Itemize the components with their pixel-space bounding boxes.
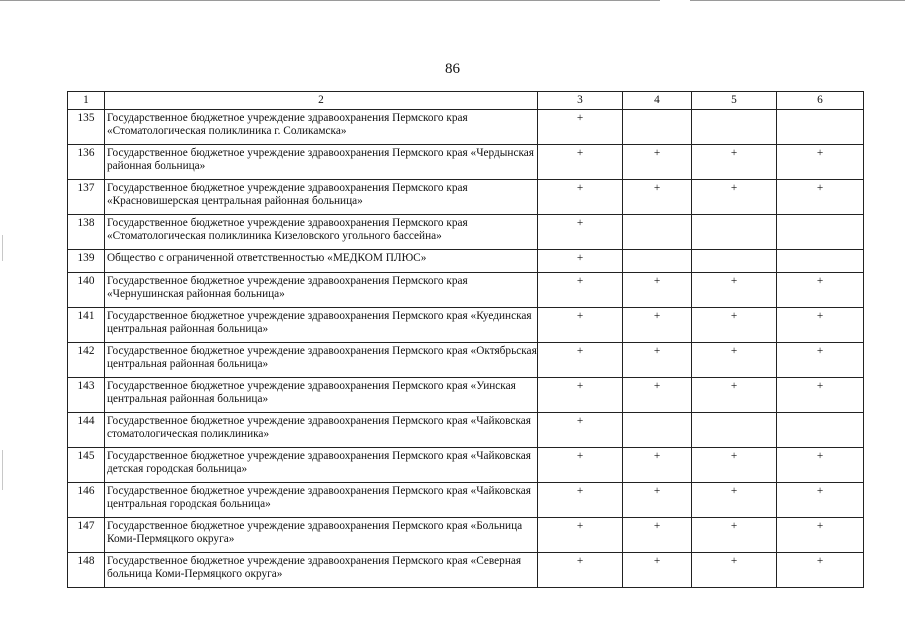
organization-name: Государственное бюджетное учреждение здравоохранения Пермского края «Чердынская районная больница» <box>105 145 538 180</box>
cell-mark-col5: + <box>692 145 777 180</box>
table-row <box>68 110 864 145</box>
table-row <box>68 413 864 448</box>
cell-mark-col4: + <box>623 180 692 215</box>
cell-mark-col6 <box>777 110 864 145</box>
cell-mark-col3: + <box>538 180 623 215</box>
cell-mark-col6: + <box>777 145 864 180</box>
row-number: 137 <box>68 180 105 215</box>
scan-top-rule-left <box>0 0 660 1</box>
page-number: 86 <box>445 61 460 77</box>
organization-name: Государственное бюджетное учреждение здравоохранения Пермского края «Чайковская детская городская больница» <box>105 448 538 483</box>
row-number: 147 <box>68 518 105 553</box>
row-number: 142 <box>68 343 105 378</box>
row-number: 136 <box>68 145 105 180</box>
cell-mark-col3: + <box>538 273 623 308</box>
table-row <box>68 145 864 180</box>
cell-mark-col6: + <box>777 378 864 413</box>
row-number: 148 <box>68 553 105 588</box>
cell-mark-col5: + <box>692 553 777 588</box>
organization-name: Государственное бюджетное учреждение здравоохранения Пермского края «Октябрьская центральная районная больница» <box>105 343 538 378</box>
cell-mark-col3: + <box>538 250 623 273</box>
column-header: 5 <box>692 92 777 110</box>
cell-mark-col4: + <box>623 308 692 343</box>
row-number: 144 <box>68 413 105 448</box>
cell-mark-col6 <box>777 215 864 250</box>
cell-mark-col6: + <box>777 343 864 378</box>
cell-mark-col6: + <box>777 273 864 308</box>
organization-name: Государственное бюджетное учреждение здравоохранения Пермского края «Северная больница Коми-Пермяцкого округа» <box>105 553 538 588</box>
table-row <box>68 308 864 343</box>
table-row <box>68 180 864 215</box>
row-number: 139 <box>68 250 105 273</box>
row-number: 138 <box>68 215 105 250</box>
cell-mark-col5: + <box>692 483 777 518</box>
organization-name: Государственное бюджетное учреждение здравоохранения Пермского края «Куединская центральная районная больница» <box>105 308 538 343</box>
cell-mark-col4 <box>623 413 692 448</box>
cell-mark-col5 <box>692 215 777 250</box>
row-number: 143 <box>68 378 105 413</box>
column-header: 6 <box>777 92 864 110</box>
organization-name: Государственное бюджетное учреждение здравоохранения Пермского края «Стоматологическая поликлиника г. Соликамска» <box>105 110 538 145</box>
cell-mark-col6 <box>777 413 864 448</box>
cell-mark-col3: + <box>538 145 623 180</box>
cell-mark-col4: + <box>623 145 692 180</box>
cell-mark-col3: + <box>538 518 623 553</box>
cell-mark-col3: + <box>538 110 623 145</box>
scan-edge-mark <box>2 235 3 261</box>
table-row <box>68 448 864 483</box>
cell-mark-col3: + <box>538 215 623 250</box>
table-row <box>68 250 864 273</box>
cell-mark-col5: + <box>692 378 777 413</box>
column-header: 4 <box>623 92 692 110</box>
cell-mark-col3: + <box>538 483 623 518</box>
cell-mark-col3: + <box>538 378 623 413</box>
organization-name: Государственное бюджетное учреждение здравоохранения Пермского края «Больница Коми-Пермяцкого округа» <box>105 518 538 553</box>
row-number: 135 <box>68 110 105 145</box>
cell-mark-col4 <box>623 110 692 145</box>
cell-mark-col5: + <box>692 448 777 483</box>
scan-edge-mark <box>2 450 3 490</box>
column-header: 3 <box>538 92 623 110</box>
row-number: 141 <box>68 308 105 343</box>
cell-mark-col4 <box>623 250 692 273</box>
cell-mark-col5: + <box>692 518 777 553</box>
cell-mark-col5: + <box>692 273 777 308</box>
cell-mark-col4: + <box>623 553 692 588</box>
cell-mark-col5 <box>692 413 777 448</box>
organization-name: Государственное бюджетное учреждение здравоохранения Пермского края «Уинская центральная районная больница» <box>105 378 538 413</box>
cell-mark-col6 <box>777 250 864 273</box>
cell-mark-col4: + <box>623 273 692 308</box>
registry-table <box>67 91 864 588</box>
cell-mark-col3: + <box>538 448 623 483</box>
column-header: 2 <box>105 92 538 110</box>
table-header-row <box>68 92 864 110</box>
table-row <box>68 378 864 413</box>
cell-mark-col3: + <box>538 413 623 448</box>
cell-mark-col5: + <box>692 343 777 378</box>
cell-mark-col4: + <box>623 343 692 378</box>
organization-name: Государственное бюджетное учреждение здравоохранения Пермского края «Красновишерская центральная районная больница» <box>105 180 538 215</box>
table-row <box>68 518 864 553</box>
cell-mark-col4: + <box>623 378 692 413</box>
cell-mark-col5: + <box>692 180 777 215</box>
organization-name: Государственное бюджетное учреждение здравоохранения Пермского края «Чайковская центральная городская больница» <box>105 483 538 518</box>
table-row <box>68 553 864 588</box>
cell-mark-col4: + <box>623 483 692 518</box>
organization-name: Государственное бюджетное учреждение здравоохранения Пермского края «Стоматологическая поликлиника Кизеловского угольного бассейна» <box>105 215 538 250</box>
table-row <box>68 343 864 378</box>
row-number: 145 <box>68 448 105 483</box>
cell-mark-col3: + <box>538 553 623 588</box>
scan-top-rule-right <box>690 0 905 1</box>
cell-mark-col6: + <box>777 448 864 483</box>
row-number: 146 <box>68 483 105 518</box>
organization-name: Государственное бюджетное учреждение здравоохранения Пермского края «Чайковская стоматологическая поликлиника» <box>105 413 538 448</box>
cell-mark-col6: + <box>777 553 864 588</box>
organization-name: Общество с ограниченной ответственностью «МЕДКОМ ПЛЮС» <box>105 250 538 273</box>
cell-mark-col4: + <box>623 448 692 483</box>
cell-mark-col5 <box>692 250 777 273</box>
cell-mark-col5: + <box>692 308 777 343</box>
table-row <box>68 273 864 308</box>
table-row <box>68 483 864 518</box>
cell-mark-col6: + <box>777 518 864 553</box>
cell-mark-col3: + <box>538 308 623 343</box>
column-header: 1 <box>68 92 105 110</box>
cell-mark-col4: + <box>623 518 692 553</box>
row-number: 140 <box>68 273 105 308</box>
cell-mark-col3: + <box>538 343 623 378</box>
cell-mark-col6: + <box>777 483 864 518</box>
cell-mark-col6: + <box>777 180 864 215</box>
table-row <box>68 215 864 250</box>
organization-name: Государственное бюджетное учреждение здравоохранения Пермского края «Чернушинская районная больница» <box>105 273 538 308</box>
cell-mark-col5 <box>692 110 777 145</box>
cell-mark-col4 <box>623 215 692 250</box>
cell-mark-col6: + <box>777 308 864 343</box>
